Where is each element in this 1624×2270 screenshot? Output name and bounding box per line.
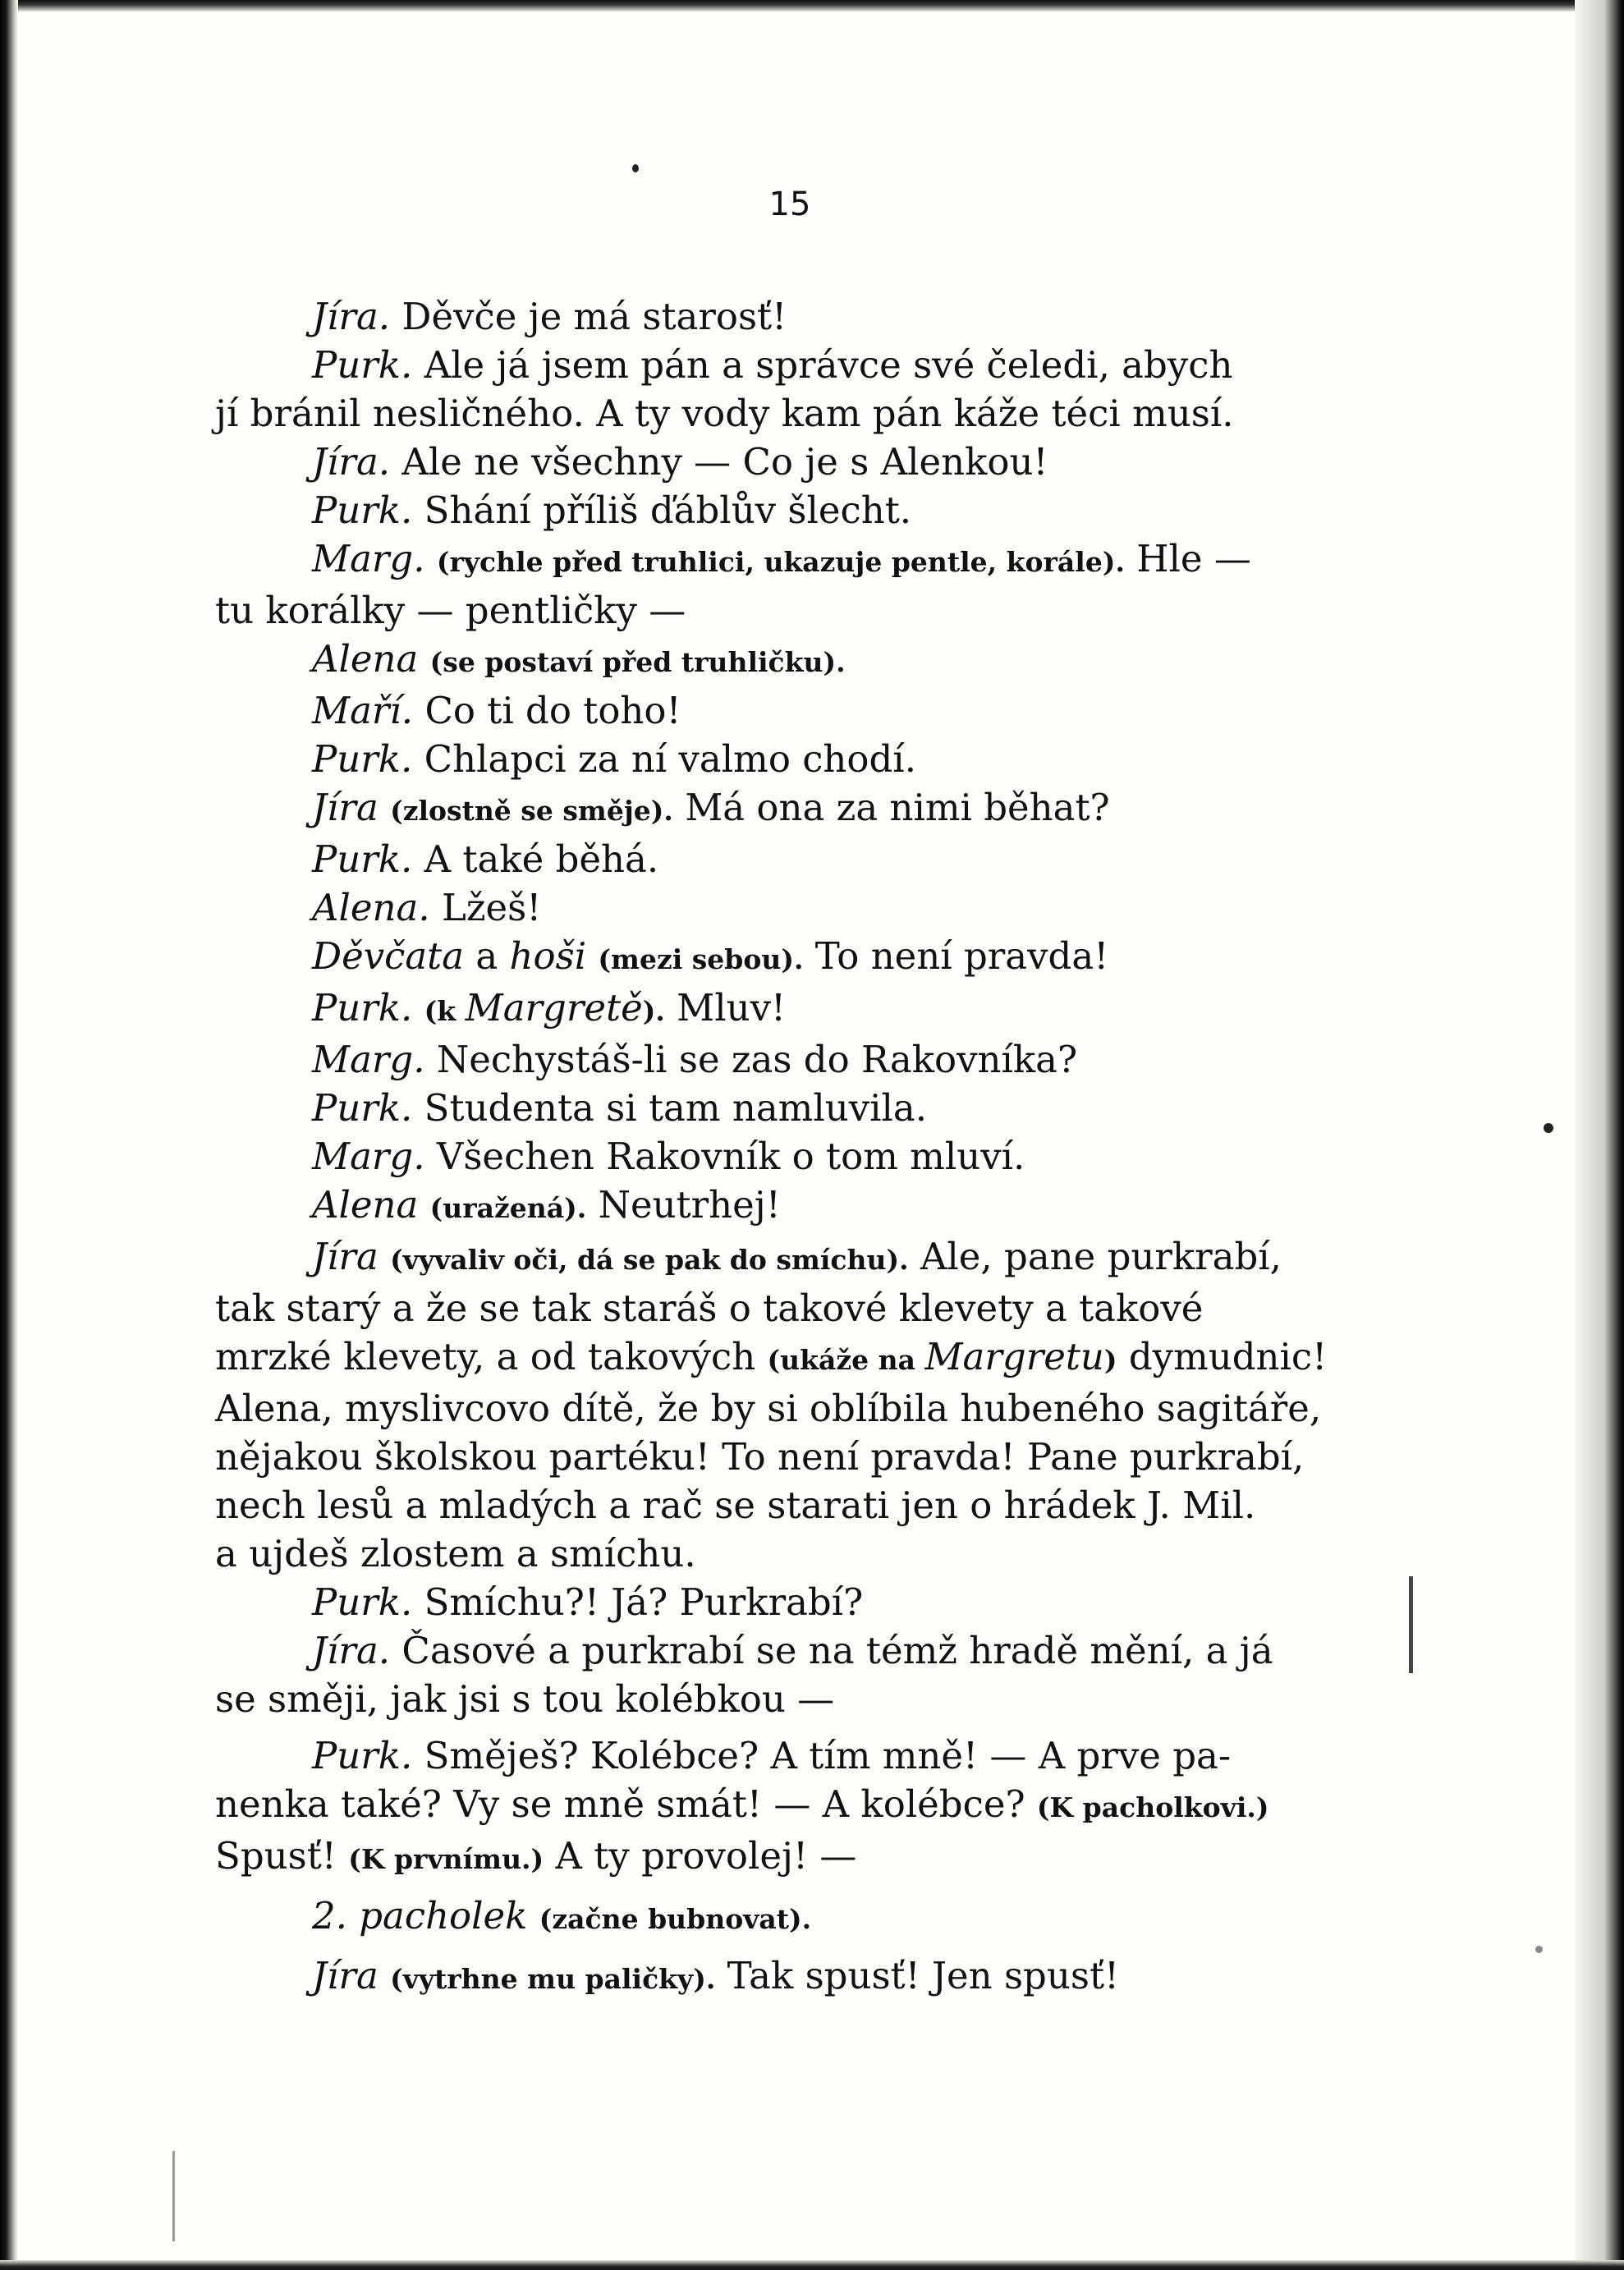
line-4: [215, 438, 1381, 486]
speech: Alena, myslivcovo dítě, že by si oblíbila hubeného sagitáře,: [215, 1387, 1322, 1430]
speech: dymudnic!: [1128, 1335, 1328, 1378]
line-11: [215, 783, 1381, 835]
line-25: [215, 1481, 1381, 1529]
speaker: Purk.: [312, 488, 413, 532]
line-24: [215, 1433, 1381, 1481]
line-29: [215, 1675, 1381, 1723]
speaker: Jíra: [312, 1235, 378, 1278]
line-34: [215, 1951, 1381, 2003]
speech: Ale, pane purkrabí,: [920, 1235, 1282, 1278]
line-17: [215, 1084, 1381, 1132]
speech: Neutrhej!: [598, 1183, 781, 1227]
speaker: Alena.: [312, 886, 430, 929]
speech: Směješ? Kolébce? A tím mně! — A prve pa-: [424, 1734, 1232, 1777]
speaker: Jíra: [312, 786, 378, 829]
speaker: Purk.: [312, 1734, 413, 1777]
speech-prefix: nenka také? Vy se mně smát! — A kolébce?: [215, 1782, 1025, 1826]
line-30: [215, 1731, 1381, 1780]
speech: Mluv!: [677, 986, 787, 1030]
stage-direction: (zlostně se směje).: [390, 795, 673, 827]
line-8: [215, 635, 1381, 686]
speaker: Jíra.: [312, 295, 391, 338]
line-9: [215, 686, 1381, 735]
line-14: [215, 932, 1381, 984]
speaker: Jíra: [312, 1954, 378, 1997]
line-28: [215, 1626, 1381, 1675]
line-20: [215, 1232, 1381, 1284]
direction-name: Margretě: [465, 986, 643, 1030]
speaker: Purk.: [312, 837, 413, 881]
scan-edge-bottom: [0, 2260, 1624, 2270]
margin-mark: [1409, 1576, 1413, 1673]
line-15: [215, 984, 1381, 1035]
speech: se směji, jak jsi s tou kolébkou —: [215, 1677, 835, 1721]
speaker: Alena: [312, 637, 419, 681]
stage-direction: (začne bubnovat).: [539, 1903, 812, 1935]
direction-name: Margretu: [924, 1335, 1104, 1378]
speech: Shání příliš ďáblův šlecht.: [424, 488, 912, 532]
scan-edge-top: [0, 0, 1624, 11]
speaker: Děvčata: [312, 934, 465, 978]
speech: tu korálky — pentličky —: [215, 589, 686, 632]
speaker: 2. pacholek: [312, 1894, 528, 1938]
stage-direction: (vytrhne mu paličky).: [390, 1963, 716, 1995]
speech: Hle —: [1136, 537, 1251, 580]
speech: Děvče je má starosť!: [401, 295, 787, 338]
speech: Studenta si tam namluvila.: [424, 1086, 928, 1130]
line-5: [215, 486, 1381, 534]
speaker: Marg.: [312, 537, 425, 580]
stage-direction: (K prvnímu.): [348, 1843, 544, 1875]
line-13: [215, 883, 1381, 932]
speaker: Jíra.: [312, 440, 391, 484]
speech: To není pravda!: [814, 934, 1109, 978]
speaker: Marg.: [312, 1038, 425, 1081]
speech: Tak spusť! Jen spusť!: [727, 1954, 1120, 1997]
stage-direction: (K pacholkovi.): [1036, 1791, 1269, 1823]
speaker: Purk.: [312, 986, 413, 1030]
speech: Smíchu?! Já? Purkrabí?: [424, 1580, 864, 1624]
speaker: Purk.: [312, 1580, 413, 1624]
speech: Ale ne všechny — Co je s Alenkou!: [401, 440, 1048, 484]
speech: nějakou školskou partéku! To není pravda! Pane purkrabí,: [215, 1435, 1305, 1479]
speaker: Purk.: [312, 1086, 413, 1130]
line-10: [215, 735, 1381, 783]
stage-direction: (mezi sebou).: [598, 943, 804, 975]
speech: tak starý a že se tak staráš o takové klevety a takové: [215, 1286, 1204, 1330]
line-33: [215, 1892, 1381, 1943]
speech: Co ti do toho!: [424, 689, 681, 732]
line-7: [215, 586, 1381, 635]
line-3: [215, 389, 1381, 438]
speech: a ujdeš zlostem a smíchu.: [215, 1532, 696, 1575]
speech: Všechen Rakovník o tom mluví.: [436, 1135, 1025, 1178]
speaker: Purk.: [312, 343, 413, 387]
line-32: [215, 1832, 1381, 1883]
direction-suffix: ).: [642, 995, 665, 1027]
stage-direction: (vyvaliv oči, dá se pak do smíchu).: [390, 1244, 909, 1276]
speaker: Alena: [312, 1183, 419, 1227]
speech-prefix: mrzké klevety, a od takových: [215, 1335, 756, 1378]
line-21: [215, 1284, 1381, 1332]
speech: nech lesů a mladých a rač se starati jen o hrádek J. Mil.: [215, 1484, 1256, 1527]
stage-direction: (uražená).: [429, 1192, 587, 1224]
line-12: [215, 835, 1381, 883]
stage-direction: [424, 986, 665, 1030]
direction-suffix: ): [1103, 1344, 1117, 1376]
speech: A ty provolej! —: [555, 1834, 857, 1878]
line-1: [215, 292, 1381, 341]
line-31: [215, 1780, 1381, 1832]
line-19: [215, 1181, 1381, 1232]
stage-direction: (rychle před truhlici, ukazuje pentle, korále).: [436, 546, 1125, 578]
speech: Nechystáš-li se zas do Rakovníka?: [436, 1038, 1078, 1081]
stage-direction: [767, 1335, 1117, 1378]
speaker: Jíra.: [312, 1629, 391, 1672]
line-16: [215, 1035, 1381, 1084]
ink-speck: [1544, 1123, 1553, 1133]
speaker: Marg.: [312, 1135, 425, 1178]
line-2: [215, 341, 1381, 389]
play-text: [215, 292, 1381, 2003]
speech: A také běhá.: [424, 837, 659, 881]
speech: Chlapci za ní valmo chodí.: [424, 737, 917, 781]
speaker: hoši: [509, 934, 587, 978]
direction-prefix: (ukáže na: [767, 1344, 915, 1376]
line-23: [215, 1384, 1381, 1433]
scan-edge-left: [0, 0, 18, 2270]
margin-mark: [172, 2151, 175, 2241]
speech: jí bránil nesličného. A ty vody kam pán káže téci musí.: [215, 392, 1234, 435]
speaker: Maří.: [312, 689, 414, 732]
speech: Časové a purkrabí se na témž hradě mění, a já: [401, 1629, 1273, 1672]
ink-speck: [632, 164, 639, 172]
line-18: [215, 1132, 1381, 1181]
line-26: [215, 1529, 1381, 1578]
line-22: [215, 1332, 1381, 1384]
direction-prefix: (k: [424, 995, 456, 1027]
speaker: Purk.: [312, 737, 413, 781]
ink-speck: [1535, 1946, 1543, 1953]
line-6: [215, 534, 1381, 586]
connector: a: [475, 934, 498, 978]
speech: Má ona za nimi běhat?: [685, 786, 1110, 829]
page-number: 15: [768, 186, 811, 223]
speech: Lžeš!: [441, 886, 542, 929]
speech: Ale já jsem pán a správce své čeledi, abych: [424, 343, 1233, 387]
stage-direction: (se postaví před truhličku).: [429, 646, 846, 678]
line-27: [215, 1578, 1381, 1626]
speech-prefix: Spusť!: [215, 1834, 337, 1878]
scan-edge-right: [1575, 0, 1624, 2270]
